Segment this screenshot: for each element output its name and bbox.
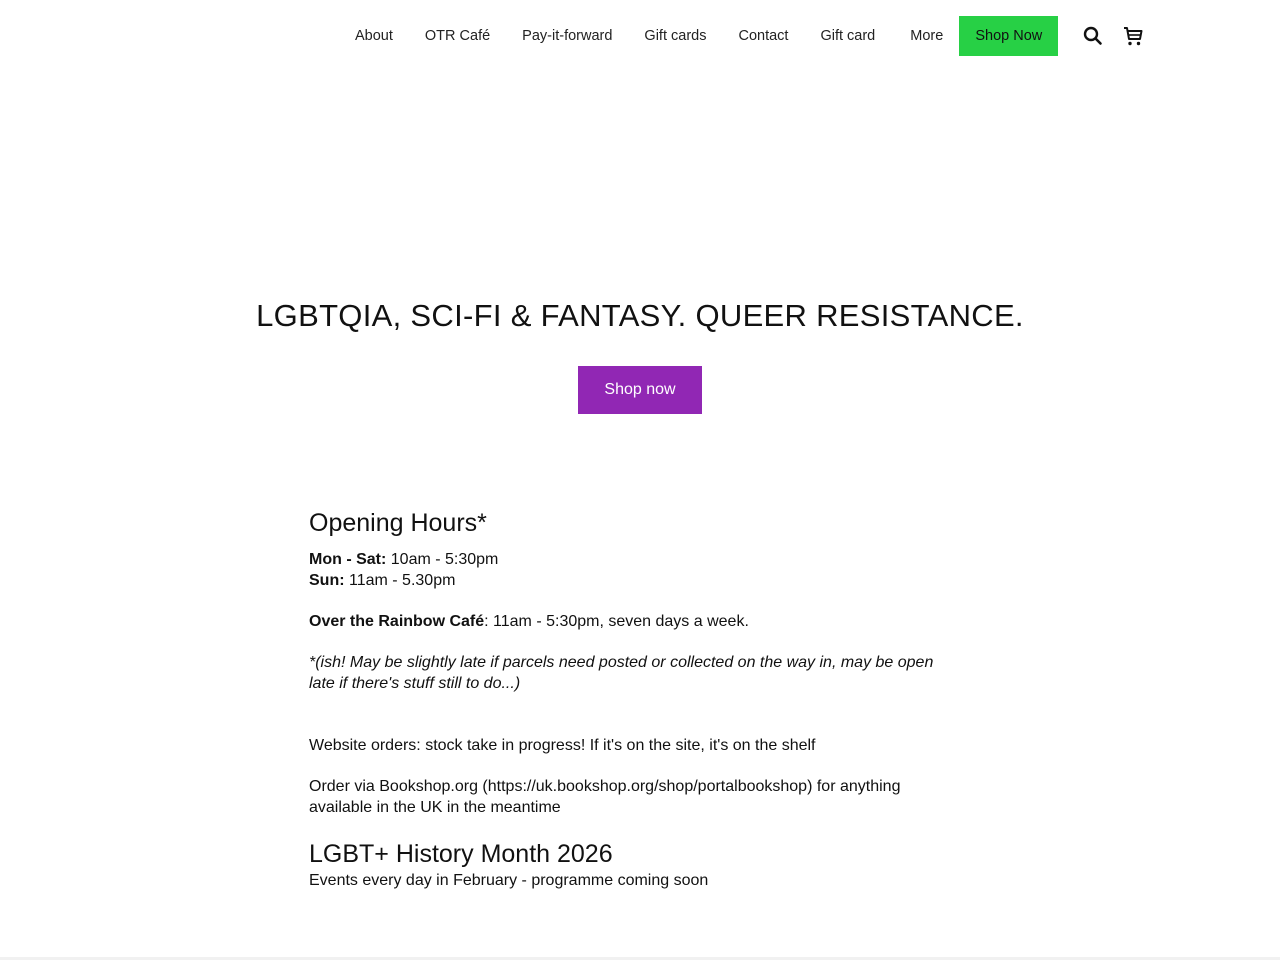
nav-item-more[interactable]: More: [910, 28, 944, 44]
main-nav: [339, 16, 1058, 56]
nav-item-otr-cafe[interactable]: OTR Café: [424, 28, 491, 44]
opening-hours-heading: Opening Hours*: [309, 509, 487, 537]
spacer: [309, 756, 959, 776]
shop-now-button[interactable]: Shop Now: [959, 16, 1058, 56]
hours-mon-sat: [309, 549, 959, 570]
search-icon-graphic: [1081, 24, 1105, 48]
nav-item-contact[interactable]: Contact: [738, 28, 789, 44]
spacer: [309, 818, 959, 838]
hours-note: *(ish! May be slightly late if parcels need posted or collected on the way in, may be open late if there's stuff still to do...): [309, 654, 934, 692]
nav-item-gift-cards[interactable]: Gift cards: [644, 28, 707, 44]
nav-item-about[interactable]: About: [355, 28, 393, 44]
hours-sun-label: Sun:: [309, 572, 345, 589]
hero-title: LGBTQIA, SCI-FI & FANTASY. QUEER RESISTANCE.: [256, 298, 1024, 333]
hours-sun-value: 11am - 5.30pm: [344, 572, 456, 589]
history-month-text: Events every day in February - programme coming soon: [309, 872, 709, 889]
hours-cafe-label: Over the Rainbow Café: [309, 613, 485, 630]
spacer: [309, 591, 959, 611]
nav-item-pay-it-forward[interactable]: Pay-it-forward: [522, 28, 613, 44]
nav-item-gift-card[interactable]: Gift card: [820, 28, 876, 44]
stock-note: Website orders: stock take in progress! If it's on the site, it's on the shelf: [309, 737, 816, 754]
search-icon[interactable]: [1081, 24, 1105, 48]
hours-cafe: [309, 611, 959, 632]
spacer: [309, 694, 959, 735]
spacer: [309, 632, 959, 652]
hours-cafe-value: : 11am - 5:30pm, seven days a week.: [484, 613, 749, 630]
hours-mon-sat-label: Mon - Sat:: [309, 551, 387, 568]
hero-shop-now-button[interactable]: Shop now: [578, 366, 702, 414]
cart-icon[interactable]: [1121, 24, 1145, 48]
hours-sun: [309, 570, 959, 591]
cart-icon-graphic: [1121, 24, 1145, 48]
hours-mon-sat-value: 10am - 5:30pm: [386, 551, 499, 568]
site-header: [0, 16, 1280, 56]
main-content: [309, 504, 959, 891]
history-month-heading: LGBT+ History Month 2026: [309, 840, 613, 868]
bookshop-note: Order via Bookshop.org (https://uk.bookshop.org/shop/portalbookshop) for anything available in the UK in the meantime: [309, 778, 901, 816]
